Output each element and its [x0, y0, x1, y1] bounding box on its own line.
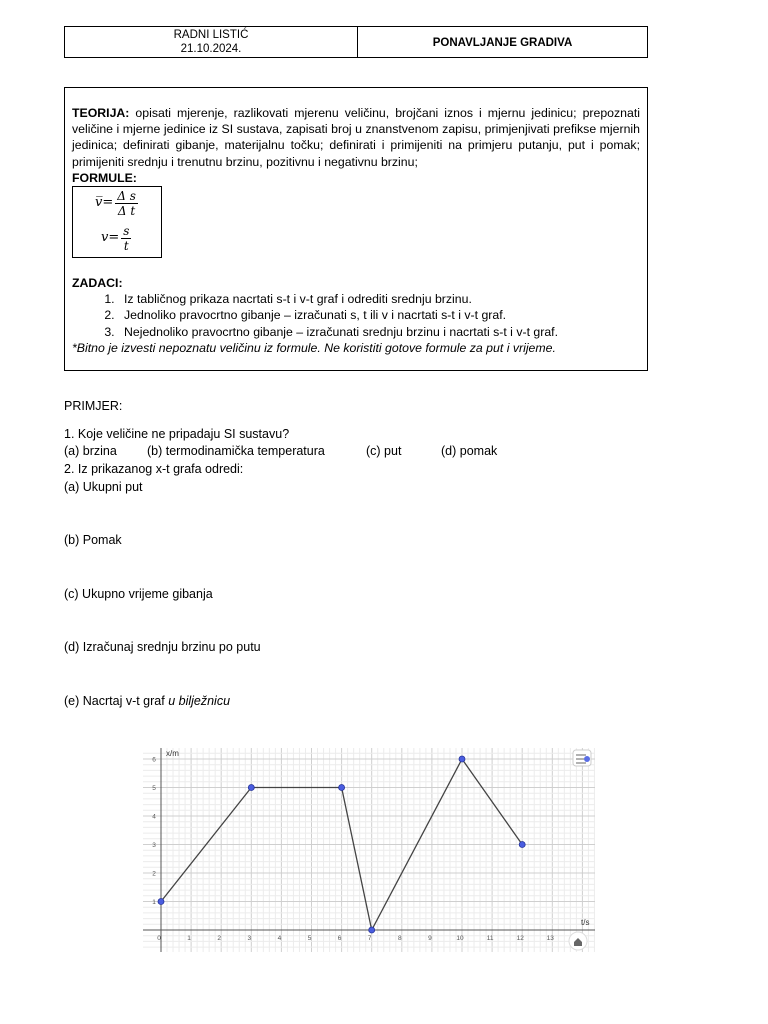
question-2d: (d) Izračunaj srednju brzinu po putu	[64, 640, 261, 654]
y-axis-label: x/m	[166, 749, 179, 758]
option-c: (c) put	[366, 444, 402, 458]
option-d: (d) pomak	[441, 444, 498, 458]
header-left-cell	[65, 27, 358, 57]
option-a: (a) brzina	[64, 444, 117, 458]
question-2a: (a) Ukupni put	[64, 480, 143, 494]
x-axis-label: t/s	[581, 918, 590, 927]
data-point	[369, 927, 375, 933]
x-tick-label: 3	[247, 935, 252, 942]
x-tick-label: 13	[546, 935, 554, 942]
formula2-numerator: s	[123, 224, 130, 239]
worksheet-topic: PONAVLJANJE GRADIVA	[432, 37, 573, 49]
y-tick-label: 2	[152, 870, 156, 878]
x-tick-label: 2	[217, 935, 222, 942]
xt-graph	[143, 744, 599, 956]
formulas-label: FORMULE:	[72, 170, 137, 185]
tasks-label: ZADACI:	[72, 276, 123, 291]
x-tick-label: 5	[307, 935, 312, 942]
option-b: (b) termodinamička temperatura	[147, 444, 325, 458]
tasks-section	[72, 275, 640, 356]
formula-box	[72, 186, 162, 258]
graphics-settings-icon-dot	[584, 756, 590, 762]
task-item: 1. Iz tabličnog prikaza nacrtati s-t i v-t graf i odrediti srednju brzinu.	[118, 291, 640, 307]
theory-text: opisati mjerenje, razlikovati mjerenu veličinu, brojčani iznos i mjernu jedinicu; prepoznati veličine i mjerne jedinice iz SI sustava, zapisati broj u znanstvenom zapisu, primjenjivati prefikse mjernih jedinica; definirati gibanje, materijalnu točku; definirati i primijeniti na primjeru putanju, put i pomak; primijeniti srednju i trenutnu brzinu, pozitivnu i negativnu brzinu;	[72, 106, 640, 169]
x-tick-label: 12	[516, 935, 524, 942]
task-item: 2. Jednoliko pravocrtno gibanje – izračunati s, t ili v i nacrtati s-t i v-t graf.	[118, 307, 640, 323]
x-tick-label: 11	[486, 935, 494, 942]
formula1-lhs: v̅=	[95, 195, 114, 211]
data-point	[519, 842, 525, 848]
data-point	[248, 785, 254, 791]
formula2-denominator: t	[123, 239, 129, 254]
y-tick-label: 6	[152, 756, 156, 764]
worksheet-date: 21.10.2024.	[180, 43, 242, 55]
question-2c: (c) Ukupno vrijeme gibanja	[64, 587, 213, 601]
worksheet-title: RADNI LISTIĆ	[173, 29, 249, 41]
x-tick-label: 9	[428, 935, 432, 942]
question-2e-text: (e) Nacrtaj v-t graf	[64, 694, 169, 708]
tasks-note: *Bitno je izvesti nepoznatu veličinu iz formule. Ne koristiti gotove formule za put i vrijeme.	[72, 340, 556, 355]
x-tick-label: 7	[367, 935, 372, 942]
question-2e-italic: u bilježnicu	[168, 694, 231, 708]
data-point	[158, 899, 164, 905]
y-tick-label: 5	[152, 785, 156, 792]
x-tick-label: 6	[337, 935, 342, 942]
worksheet-header	[64, 26, 648, 58]
formula1-numerator: Δ s	[117, 189, 136, 204]
theory-label: TEORIJA:	[72, 106, 130, 120]
x-tick-label: 0	[157, 935, 161, 942]
y-tick-label: 4	[152, 813, 156, 821]
formula1-denominator: Δ t	[117, 204, 136, 219]
question-1: 1. Koje veličine ne pripadaju SI sustavu?	[64, 427, 290, 441]
data-point	[339, 785, 345, 791]
formula-velocity	[101, 224, 131, 253]
theory-box	[64, 87, 648, 371]
example-title: PRIMJER:	[64, 399, 123, 413]
x-tick-label: 1	[187, 935, 191, 942]
tasks-list	[72, 291, 640, 340]
x-tick-label: 10	[456, 935, 464, 942]
question-1-options	[64, 443, 497, 460]
formula-average-velocity	[95, 189, 138, 218]
y-tick-label: 3	[152, 842, 156, 849]
x-tick-label: 4	[277, 935, 282, 942]
data-point	[459, 756, 465, 762]
formula2-lhs: v=	[101, 230, 120, 246]
theory-paragraph	[72, 105, 640, 170]
question-2e	[64, 693, 230, 710]
y-tick-label: 1	[152, 899, 156, 906]
question-2b: (b) Pomak	[64, 533, 122, 547]
x-tick-label: 8	[397, 935, 402, 942]
question-2: 2. Iz prikazanog x-t grafa odredi:	[64, 462, 244, 476]
task-item: 3. Nejednoliko pravocrtno gibanje – izračunati srednju brzinu i nacrtati s-t i v-t graf.	[118, 324, 640, 340]
